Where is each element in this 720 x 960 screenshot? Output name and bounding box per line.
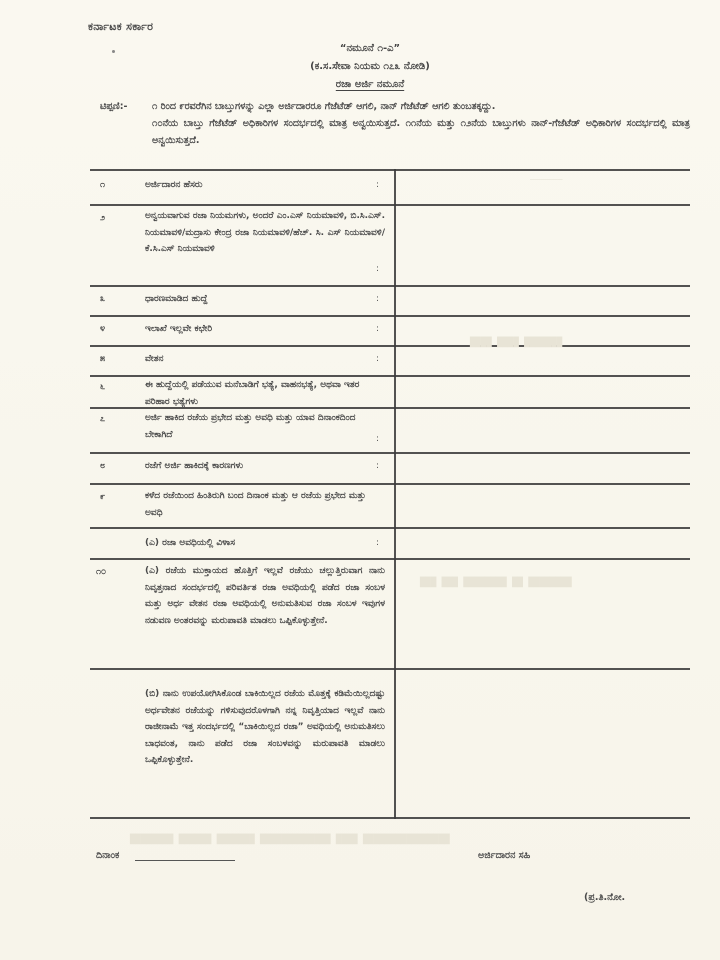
row-label-reasons: ರಜೆಗೆ ಅರ್ಜಿ ಹಾಕಿದಕ್ಕೆ ಕಾರಣಗಳು xyxy=(145,461,244,471)
row-colon: : xyxy=(376,538,380,548)
note-paragraph-1: ೧ ರಿಂದ ೯ರವರೆಗಿನ ಬಾಬ್ತುಗಳನ್ನು ಎಲ್ಲಾ ಅರ್ಜಿದಾರರೂ ಗೆಜೆಟೆಡ್ ಆಗಲಿ, ನಾನ್ ಗೆಜೆಟೆಡ್ ಆಗಲಿ ತುಂಬತಕ್ಕದ್ದು. xyxy=(152,101,496,112)
form-code: “ನಮೂನೆ ೧-ಎ” xyxy=(339,43,401,54)
answer-last-leave[interactable] xyxy=(398,486,686,526)
row-colon: : xyxy=(376,434,380,444)
bleedthrough-text: —————— xyxy=(530,175,563,185)
bleedthrough-text: ███ ███ ████████ ██ ████████ xyxy=(420,578,572,588)
row-number: ೩ xyxy=(100,294,106,304)
row-colon: : xyxy=(376,294,380,304)
row-colon: : xyxy=(376,264,380,274)
row-label-allowances: ಈ ಹುದ್ದೆಯಲ್ಲಿ ಪಡೆಯುವ ಮನೆಬಾಡಿಗೆ ಭತ್ಯೆ, ವಾಹನಭತ್ಯೆ, ಅಥವಾ ಇತರ ಪರಿಹಾರ ಭತ್ಯೆಗಳು xyxy=(145,380,360,407)
note-paragraph-2: ೧೦ನೆಯ ಬಾಬ್ತು ಗೆಜೆಟೆಡ್ ಅಧಿಕಾರಿಗಳ ಸಂದರ್ಭದಲ್ಲಿ ಮಾತ್ರ ಅನ್ವಯಿಸುತ್ತದೆ. ೧೧ನೆಯ ಮತ್ತು ೧೨ನೆಯ ಬಾಬ್ತುಗಳು ನಾನ್-ಗೆಜೆಟೆಡ್ ಅಧಿಕಾರಿಗಳ ಸಂದರ್ಭದಲ್ಲಿ ಮಾತ್ರ ಅನ್ವಯಿಸುತ್ತದೆ. xyxy=(152,118,690,146)
row-divider xyxy=(90,483,690,485)
row-divider xyxy=(90,204,690,206)
date-label: ದಿನಾಂಕ xyxy=(96,850,120,861)
column-divider xyxy=(394,169,396,819)
row-label-department: ಇಲಾಖೆ ಇಲ್ಲವೇ ಕಛೇರಿ xyxy=(145,324,213,334)
row-colon: : xyxy=(376,324,380,334)
answer-leave-rules[interactable] xyxy=(398,207,686,283)
row-number: ೫ xyxy=(100,354,106,364)
row-number: ೮ xyxy=(100,461,106,471)
row-label-refund-undertaking-b: (ಬಿ) ನಾನು ಉಪಯೋಗಿಸಿಕೊಂಡ ಬಾಕಿಯಿಲ್ಲದ ರಜೆಯ ಮೊತ್ತಕ್ಕೆ ಕಡಿಮೆಯಿಲ್ಲದಷ್ಟು ಅರ್ಧವೇತನ ರಜೆಯನ್ನು ಗಳಿಸುವುದರೊಳಗಾಗಿ ನನ್ನ ನಿವೃತ್ತಿಯಾದ ಇಲ್ಲವೆ ನಾನು ರಾಜೀನಾಮೆ ಇತ್ತ ಸಂದರ್ಭದಲ್ಲಿ “ಬಾಕಿಯಿಲ್ಲದ ರಜಾ” ಅವಧಿಯಲ್ಲಿ ಅನುಮತಿಸಲು ಬಾಧವಂತ, ನಾನು ಪಡೆದ ರಜಾ ಸಂಬಳವನ್ನು ಮರುಪಾವತಿ ಮಾಡಲು ಒಪ್ಪಿಕೊಳ್ಳುತ್ತೇನೆ. xyxy=(145,689,385,765)
scan-speck xyxy=(112,50,115,53)
row-number: ೧ xyxy=(100,180,106,190)
bleedthrough-text: ████ ████ ███████ xyxy=(470,338,563,348)
row-colon: : xyxy=(376,461,380,471)
answer-refund-undertaking-b[interactable] xyxy=(398,671,686,816)
answer-reasons[interactable] xyxy=(398,455,686,482)
row-label-last-leave: ಕಳೆದ ರಜೆಯಿಂದ ಹಿಂತಿರುಗಿ ಬಂದ ದಿನಾಂಕ ಮತ್ತು ಆ ರಜೆಯ ಪ್ರಭೇದ ಮತ್ತು ಅವಧಿ xyxy=(145,491,366,518)
signature-label: ಅರ್ಜಿದಾರನ ಸಹಿ xyxy=(478,850,531,861)
row-label-leave-type-period: ಅರ್ಜಿ ಹಾಕಿದ ರಜೆಯ ಪ್ರಭೇದ ಮತ್ತು ಅವಧಿ ಮತ್ತು ಯಾವ ದಿನಾಂಕದಿಂದ ಬೇಕಾಗಿದೆ xyxy=(145,413,356,440)
bleedthrough-text: ████████ ██████ ███████ █████████████ ████ ████████████████ xyxy=(130,835,450,845)
continuation-note: (ಪ್ರ.ತಿ.ನೋ. xyxy=(584,892,626,903)
answer-post-held[interactable] xyxy=(398,288,686,314)
row-number: ೪ xyxy=(100,324,106,334)
row-divider xyxy=(90,452,690,454)
row-divider xyxy=(90,527,690,529)
answer-allowances[interactable] xyxy=(398,378,686,406)
row-number: ೯ xyxy=(100,492,106,502)
row-number: ೬ xyxy=(100,382,106,392)
row-divider xyxy=(90,668,690,670)
row-label-refund-undertaking-a: (ಎ) ರಜೆಯ ಮುಕ್ತಾಯದ ಹೊತ್ತಿಗೆ ಇಲ್ಲವೆ ರಜೆಯು ಚಲ್ಲುತ್ತಿರುವಾಗ ನಾನು ನಿವೃತ್ತನಾದ ಸಂದರ್ಭದಲ್ಲಿ ಪರಿವರ್ತಿತ ರಜಾ ಅವಧಿಯಲ್ಲಿ ಪಡೆದ ರಜಾ ಸಂಬಳ ಮತ್ತು ಅರ್ಧ ವೇತನ ರಜಾ ಅವಧಿಯಲ್ಲಿ ಅನುಮತಿಸುವ ರಜಾ ಸಂಬಳ ಇವುಗಳ ನಡುವಣ ಅಂತರವನ್ನು ಮರುಪಾವತಿ ಮಾಡಲು ಒಪ್ಪಿಕೊಳ್ಳುತ್ತೇನೆ. xyxy=(145,566,385,626)
row-label-post-held: ಧಾರಣಮಾಡಿದ ಹುದ್ದೆ xyxy=(145,294,208,304)
table-bottom-rule xyxy=(90,817,690,819)
answer-refund-undertaking-a[interactable] xyxy=(398,561,686,667)
row-divider xyxy=(90,345,690,347)
note-label: ಟಿಪ್ಪಣಿ:- xyxy=(100,101,128,112)
answer-pay[interactable] xyxy=(398,348,686,374)
row-divider xyxy=(90,285,690,287)
answer-leave-type-period[interactable] xyxy=(398,410,686,451)
row-number: ೨ xyxy=(100,213,106,223)
rule-reference: (ಕ.ಸ.ಸೇವಾ ನಿಯಮ ೧೭೩ ನೋಡಿ) xyxy=(310,61,430,72)
row-colon: : xyxy=(376,180,380,190)
form-title: ರಜಾ ಅರ್ಜಿ ನಮೂನೆ xyxy=(335,79,405,90)
row-label-leave-rules: ಅನ್ವಯವಾಗುವ ರಜಾ ನಿಯಮಗಳು, ಅಂದರೆ ಎಂ.ಎಸ್ ನಿಯಮಾವಳಿ, ಬಿ.ಸಿ.ಎಸ್. ನಿಯಮಾವಳಿ/ಮದ್ರಾಸು ಕೇಂದ್ರ ರಜಾ ನಿಯಮಾವಳಿ/ಹೆಚ್. ಸಿ. ಎಸ್ ನಿಯಮಾವಳಿ/ ಕೆ.ಸಿ.ಎಸ್ ನಿಯಮಾವಳಿ xyxy=(145,211,385,254)
table-top-rule xyxy=(90,169,690,171)
government-name: ಕರ್ನಾಟಕ ಸರ್ಕಾರ xyxy=(88,20,154,33)
row-label-applicant-name: ಅರ್ಜಿದಾರನ ಹೆಸರು xyxy=(145,180,203,190)
row-divider xyxy=(90,558,690,560)
row-divider xyxy=(90,315,690,317)
row-colon: : xyxy=(376,354,380,364)
row-label-leave-address: (ಎ) ರಜಾ ಅವಧಿಯಲ್ಲಿ ವಿಳಾಸ xyxy=(145,538,236,548)
note-section xyxy=(100,98,690,149)
answer-leave-address[interactable] xyxy=(398,530,686,557)
date-field[interactable] xyxy=(135,860,235,861)
row-number: ೭ xyxy=(100,414,106,424)
row-number: ೧೦ xyxy=(96,567,107,577)
row-label-pay: ವೇತನ xyxy=(145,354,164,364)
